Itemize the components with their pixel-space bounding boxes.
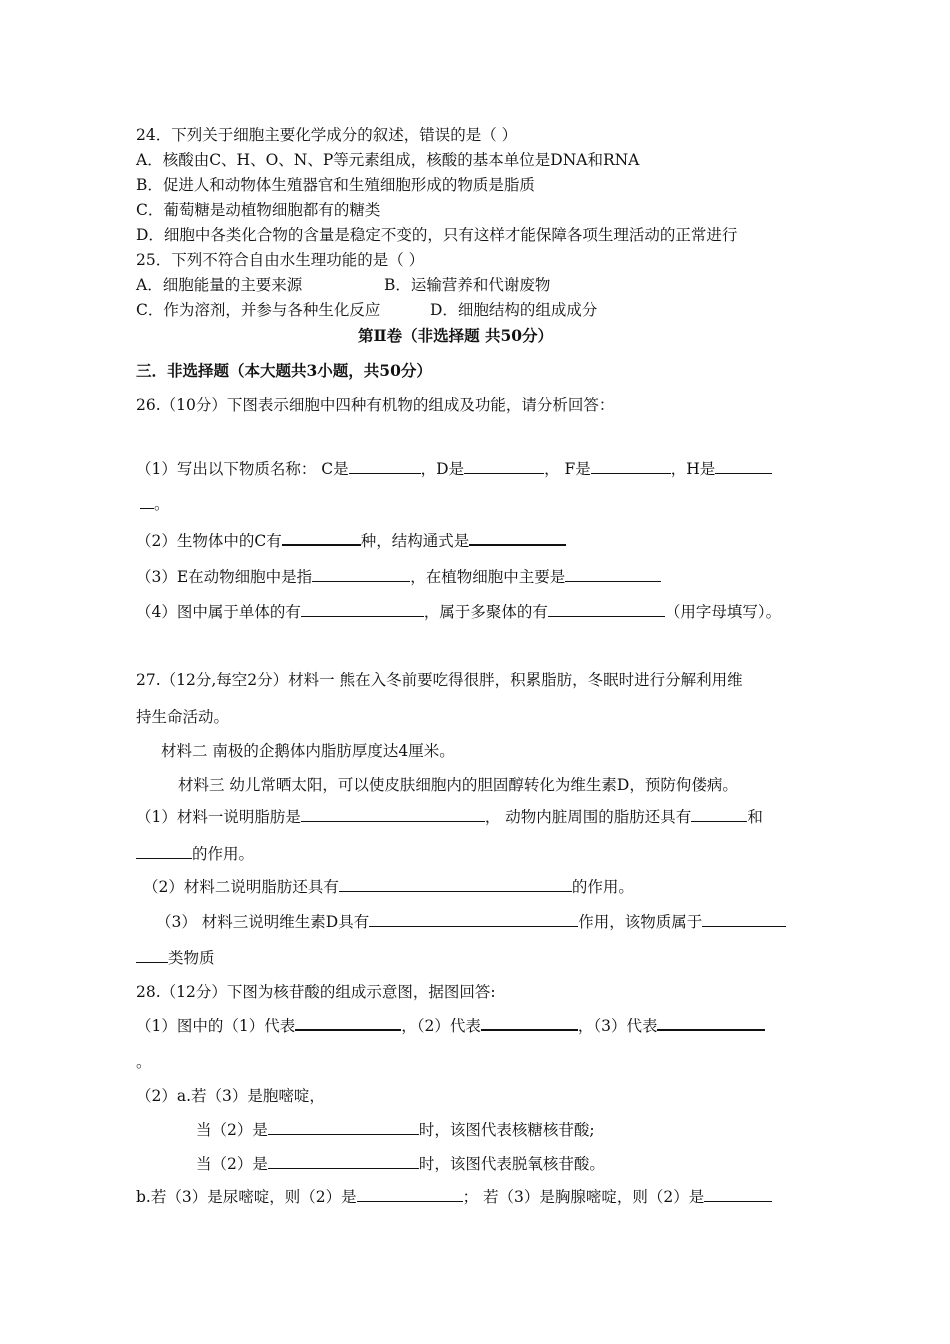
q26-p1-text-d: ，H是 (670, 460, 716, 478)
q27-blank-vitd-class[interactable] (702, 911, 786, 927)
q26-p1-text-a: （1）写出以下物质名称： C是 (136, 460, 349, 478)
q28-part1 (136, 1014, 765, 1036)
q28-stem: 28.（12分）下图为核苷酸的组成示意图，据图回答: (136, 983, 496, 1001)
section-title: 第Ⅱ卷（非选择题 共50分） (358, 326, 554, 345)
q28-p2b-text-2: 时，该图代表脱氧核苷酸。 (418, 1155, 605, 1173)
q27-part3 (156, 911, 786, 932)
q26-part1-end (140, 493, 170, 514)
q26-blank-c[interactable] (349, 458, 421, 474)
q28-part2-a (196, 1119, 595, 1140)
q24-option-c: C．葡萄糖是动植物细胞都有的糖类 (136, 201, 381, 219)
q28-blank-deoxyribose[interactable] (268, 1153, 419, 1169)
q26-p1-text-e: 。 (154, 495, 170, 513)
q26-p2-text-b: 种，结构通式是 (360, 532, 470, 550)
q28-blank-1[interactable] (295, 1014, 401, 1031)
q26-p2-text-a: （2）生物体中的C有 (136, 532, 282, 550)
q27-p1-text-c: 和 (747, 808, 763, 826)
q27-part2 (143, 876, 634, 897)
q26-p1-text-c: ， F是 (544, 460, 591, 478)
q26-blank-h[interactable] (715, 458, 772, 474)
q28-p1-text-b: ，（2）代表 (401, 1017, 481, 1035)
q25-option-b: B．运输营养和代谢废物 (384, 276, 551, 294)
q24-option-a: A．核酸由C、H、O、N、P等元素组成，核酸的基本单位是DNA和RNA (136, 151, 640, 169)
q26-p1-text-b: ，D是 (420, 460, 465, 478)
q26-part3 (136, 566, 661, 587)
q26-blank-polymers[interactable] (548, 601, 665, 617)
q27-material-2: 材料二 南极的企鹅体内脂肪厚度达4厘米。 (161, 742, 455, 760)
q26-part1 (136, 458, 772, 479)
q24-option-b: B．促进人和动物体生殖器官和生殖细胞形成的物质是脂质 (136, 176, 535, 194)
q28-part2-b-line (136, 1186, 772, 1207)
q25-option-a: A．细胞能量的主要来源 (136, 276, 303, 294)
q25-option-d: D．细胞结构的组成成分 (430, 301, 598, 319)
q28-p1-text-a: （1）图中的（1）代表 (136, 1017, 296, 1035)
q28-blank-2[interactable] (481, 1014, 578, 1031)
q27-part1-cont (136, 843, 254, 864)
q27-p1-text-b: ， 动物内脏周围的脂肪还具有 (484, 808, 692, 826)
q28-p2b-text-1: 当（2）是 (196, 1155, 268, 1173)
q26-part4 (136, 601, 781, 622)
q28-blank-ribose[interactable] (268, 1119, 419, 1135)
q26-blank-f[interactable] (591, 458, 671, 474)
q28-part2-b (196, 1153, 605, 1174)
q26-blank-monomers[interactable] (301, 601, 424, 617)
q27-part1 (136, 806, 763, 827)
q25-option-c: C．作为溶剂，并参与各种生化反应 (136, 301, 381, 319)
q24-option-d: D．细胞中各类化合物的含量是稳定不变的，只有这样才能保障各项生理活动的正常进行 (136, 226, 738, 244)
q27-p1-text-a: （1）材料一说明脂肪是 (136, 808, 301, 826)
q27-p3-text-a: （3） 材料三说明维生素D具有 (156, 913, 370, 931)
q27-blank-organ-role-2[interactable] (136, 843, 192, 859)
q24-stem: 24．下列关于细胞主要化学成分的叙述，错误的是（ ） (136, 126, 518, 144)
q26-blank-e-plant[interactable] (565, 566, 661, 582)
q26-blank-formula[interactable] (469, 529, 566, 546)
q26-p3-text-a: （3）E在动物细胞中是指 (136, 568, 313, 586)
q27-material-3: 材料三 幼儿常晒太阳，可以使皮肤细胞内的胆固醇转化为维生素D，预防佝偻病。 (178, 776, 738, 794)
q27-blank-vitd-class-cont[interactable] (136, 947, 168, 963)
q28-pb-text-2: ； 若（3）是胸腺嘧啶，则（2）是 (462, 1188, 705, 1206)
q28-p1-text-c: ，（3）代表 (577, 1017, 658, 1035)
q28-part1-end: 。 (136, 1053, 152, 1071)
q27-p3-text-b: 作用，该物质属于 (578, 913, 703, 931)
q27-blank-fat-role[interactable] (301, 806, 485, 822)
q28-part2: （2）a.若（3）是胞嘧啶， (136, 1087, 325, 1105)
q26-p4-text-a: （4）图中属于单体的有 (136, 603, 301, 621)
q28-p2a-text-1: 当（2）是 (196, 1121, 268, 1139)
q25-stem: 25．下列不符合自由水生理功能的是（ ） (136, 251, 425, 269)
q26-p4-text-c: （用字母填写）。 (664, 603, 782, 621)
q27-blank-vitd-role[interactable] (369, 911, 578, 927)
q28-blank-thymine[interactable] (704, 1186, 772, 1202)
q27-blank-penguin-fat[interactable] (339, 876, 572, 892)
q26-blank-e-animal[interactable] (312, 566, 410, 582)
q26-blank-c-count[interactable] (282, 529, 361, 546)
q26-part2 (136, 529, 566, 551)
q27-p3-text-c: 类物质 (168, 949, 215, 967)
section-heading: 三．非选择题（本大题共3小题，共50分） (136, 361, 432, 380)
q27-stem-line1: 27.（12分,每空2分）材料一 熊在入冬前要吃得很胖，积累脂肪，冬眠时进行分解利用维 (136, 671, 743, 689)
q28-pb-text-1: b.若（3）是尿嘧啶，则（2）是 (136, 1188, 357, 1206)
q28-p2a-text-2: 时，该图代表核糖核苷酸; (418, 1121, 595, 1139)
q26-p3-text-b: ，在植物细胞中主要是 (410, 568, 566, 586)
q27-part3-cont (136, 947, 215, 968)
q27-stem-line2: 持生命活动。 (136, 708, 230, 726)
q27-p2-text-a: （2）材料二说明脂肪还具有 (143, 878, 339, 896)
q26-p4-text-b: ，属于多聚体的有 (423, 603, 548, 621)
q27-p1-text-d: 的作用。 (192, 845, 255, 863)
q26-blank-h-cont[interactable] (140, 493, 154, 509)
q28-blank-uracil[interactable] (357, 1186, 463, 1202)
q26-blank-d[interactable] (464, 458, 544, 474)
q26-stem: 26.（10分）下图表示细胞中四种有机物的组成及功能，请分析回答： (136, 396, 615, 414)
q27-p2-text-b: 的作用。 (571, 878, 634, 896)
q28-blank-3[interactable] (657, 1014, 765, 1031)
q27-blank-organ-role-1[interactable] (691, 806, 747, 822)
